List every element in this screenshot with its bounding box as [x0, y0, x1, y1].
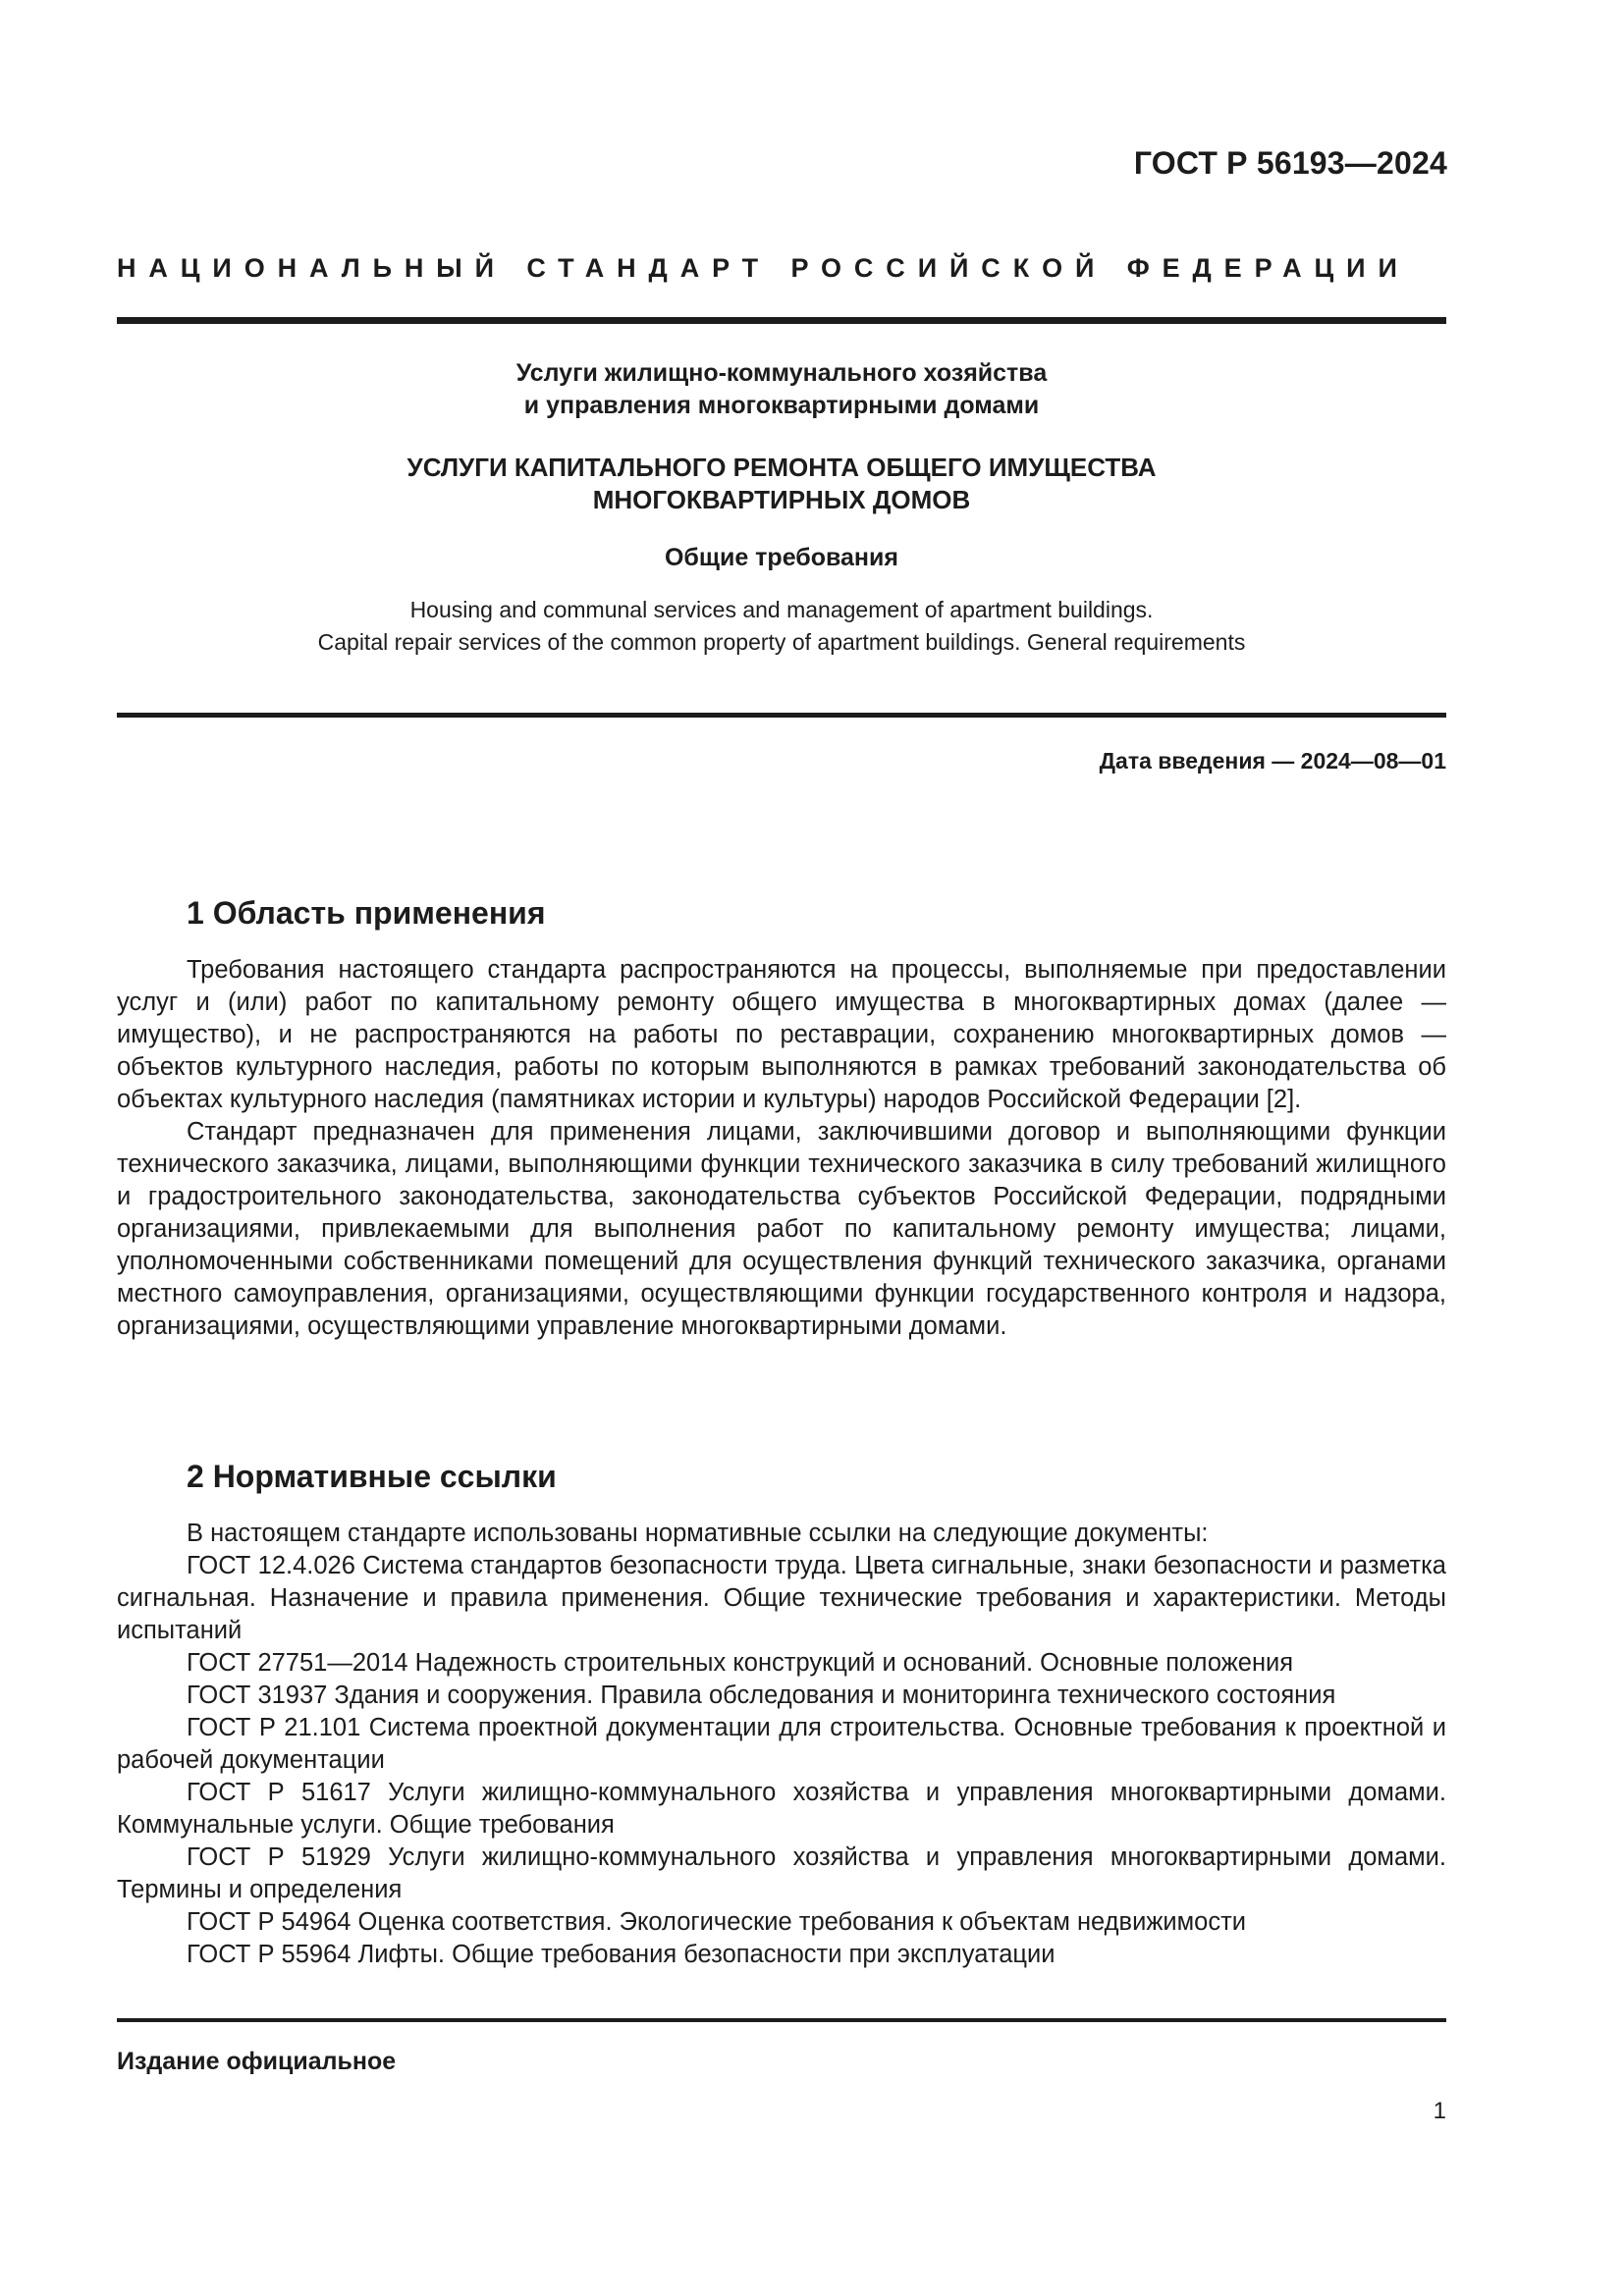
- english-title-line-1: Housing and communal services and management of apartment buildings.: [409, 597, 1154, 622]
- section-1-paragraph: Стандарт предназначен для применения лицами, заключившими договор и выполняющими функции технического заказчика, лицами, выполняющими функции технического заказчика в силу требований жилищного и градостроительного законодательства, законодательства субъектов Российской Федерации, подрядными организациями, привлекаемыми для выполнения работ по капитальному ремонту имущества; лицами, уполномоченными собственниками помещений для осуществления функций технического заказчика, органами местного самоуправления, организациями, осуществляющими функции государственного контроля и надзора, организациями, осуществляющими управление многоквартирными домами.: [117, 1118, 1446, 1340]
- reference-item: ГОСТ 12.4.026 Система стандартов безопасности труда. Цвета сигнальные, знаки безопасности и разметка сигнальная. Назначение и правила применения. Общие технические требования и характеристики. Методы испытаний: [117, 1552, 1446, 1644]
- reference-item: ГОСТ 27751—2014 Надежность строительных конструкций и оснований. Основные положения: [187, 1649, 1294, 1677]
- reference-item: ГОСТ Р 51617 Услуги жилищно-коммунального хозяйства и управления многоквартирными домами. Коммунальные услуги. Общие требования: [117, 1779, 1446, 1839]
- reference-item: ГОСТ Р 54964 Оценка соответствия. Экологические требования к объектам недвижимости: [187, 1908, 1247, 1936]
- subtitle-line-2: и управления многоквартирными домами: [523, 392, 1040, 419]
- title-line-1: УСЛУГИ КАПИТАЛЬНОГО РЕМОНТА ОБЩЕГО ИМУЩЕСТВА: [406, 453, 1157, 482]
- top-rule: [117, 317, 1446, 324]
- document-number: ГОСТ Р 56193—2024: [1133, 145, 1447, 181]
- reference-item: ГОСТ Р 55964 Лифты. Общие требования безопасности при эксплуатации: [187, 1941, 1056, 1968]
- subtitle-line-1: Услуги жилищно-коммунального хозяйства: [515, 359, 1048, 387]
- reference-item: ГОСТ Р 21.101 Система проектной документации для строительства. Основные требования к проектной и рабочей документации: [117, 1714, 1446, 1774]
- section-1-body: [117, 954, 1446, 1343]
- section-2-heading: 2 Нормативные ссылки: [187, 1459, 557, 1494]
- footer-rule: [117, 2018, 1446, 2022]
- reference-item: ГОСТ 31937 Здания и сооружения. Правила обследования и мониторинга технического состояния: [187, 1682, 1336, 1709]
- title-block: [117, 357, 1446, 659]
- reference-item: ГОСТ Р 51929 Услуги жилищно-коммунального хозяйства и управления многоквартирными домами. Термины и определения: [117, 1843, 1446, 1903]
- introduction-date: Дата введения — 2024—08—01: [1099, 748, 1446, 774]
- section-2-references: [117, 1518, 1446, 1971]
- page-number: 1: [1433, 2098, 1446, 2124]
- section-1-heading: 1 Область применения: [187, 895, 546, 931]
- official-edition-label: Издание официальное: [117, 2048, 397, 2075]
- section-1-paragraph: Требования настоящего стандарта распространяются на процессы, выполняемые при предоставлении услуг и (или) работ по капитальному ремонту общего имущества в многоквартирных домах (далее — имущество), и не распространяются на работы по реставрации, сохранению многоквартирных домов — объектов культурного наследия, работы по которым выполняются в рамках требований законодательства об объектах культурного наследия (памятниках истории и культуры) народов Российской Федерации [2].: [117, 956, 1446, 1113]
- title-line-2: МНОГОКВАРТИРНЫХ ДОМОВ: [592, 485, 971, 514]
- reference-intro: В настоящем стандарте использованы нормативные ссылки на следующие документы:: [187, 1520, 1209, 1547]
- national-standard-banner: НАЦИОНАЛЬНЫЙ СТАНДАРТ РОССИЙСКОЙ ФЕДЕРАЦИИ: [117, 253, 1410, 283]
- english-title-line-2: Capital repair services of the common property of apartment buildings. General requirements: [317, 629, 1246, 655]
- part-title: Общие требования: [664, 544, 898, 571]
- title-bottom-rule: [117, 713, 1446, 718]
